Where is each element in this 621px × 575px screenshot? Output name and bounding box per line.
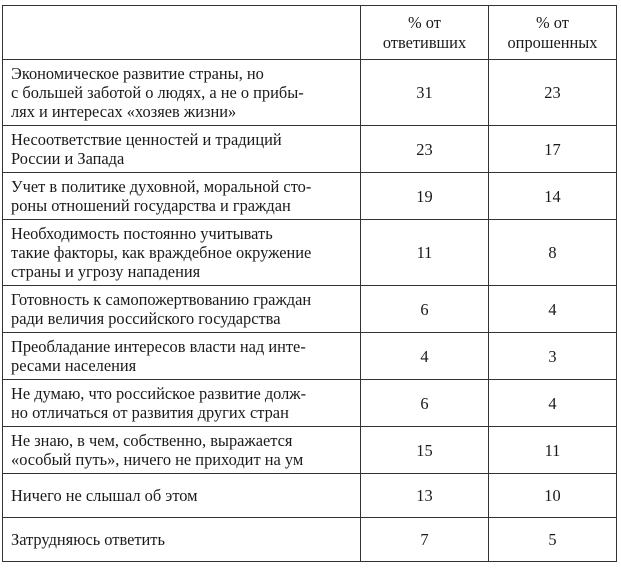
row-label-line: ради величия российского государства bbox=[11, 309, 281, 328]
row-label bbox=[3, 380, 361, 427]
row-label-line: Необходимость постоянно учитывать bbox=[11, 224, 273, 243]
cell-respondents-percent: 23 bbox=[361, 126, 489, 173]
row-label-line: страны и угрозу нападения bbox=[11, 262, 201, 281]
row-label bbox=[3, 286, 361, 333]
row-label-line: такие факторы, как враждебное окружение bbox=[11, 243, 312, 262]
header-polled-line-2: опрошенных bbox=[507, 32, 598, 52]
table-row bbox=[3, 126, 617, 173]
table-row bbox=[3, 333, 617, 380]
cell-respondents-percent: 13 bbox=[361, 474, 489, 518]
cell-polled-percent: 3 bbox=[489, 333, 617, 380]
row-label bbox=[3, 220, 361, 286]
row-label bbox=[3, 518, 361, 562]
row-label-line: но отличаться от развития других стран bbox=[11, 403, 289, 422]
survey-table bbox=[2, 5, 617, 562]
row-label-line: Не знаю, в чем, собственно, выражается bbox=[11, 431, 293, 450]
row-label-line: роны отношений государства и граждан bbox=[11, 196, 291, 215]
cell-polled-percent: 11 bbox=[489, 427, 617, 474]
row-label bbox=[3, 474, 361, 518]
header-respondents-line-1: % от bbox=[408, 12, 441, 32]
row-label-line: Ничего не слышал об этом bbox=[11, 486, 198, 505]
cell-polled-percent: 14 bbox=[489, 173, 617, 220]
row-label-line: Несоответствие ценностей и традиций bbox=[11, 130, 282, 149]
cell-polled-percent: 5 bbox=[489, 518, 617, 562]
cell-respondents-percent: 11 bbox=[361, 220, 489, 286]
cell-polled-percent: 4 bbox=[489, 286, 617, 333]
cell-polled-percent: 10 bbox=[489, 474, 617, 518]
row-label-line: ресами населения bbox=[11, 356, 137, 375]
cell-polled-percent: 8 bbox=[489, 220, 617, 286]
row-label bbox=[3, 173, 361, 220]
row-label-line: Затрудняюсь ответить bbox=[11, 530, 165, 549]
cell-polled-percent: 4 bbox=[489, 380, 617, 427]
cell-respondents-percent: 31 bbox=[361, 60, 489, 126]
table-row bbox=[3, 220, 617, 286]
table-body bbox=[3, 60, 617, 562]
cell-respondents-percent: 19 bbox=[361, 173, 489, 220]
row-label-line: России и Запада bbox=[11, 149, 125, 168]
header-respondents-line-2: ответивших bbox=[382, 32, 467, 52]
cell-respondents-percent: 6 bbox=[361, 380, 489, 427]
header-polled-line-1: % от bbox=[536, 12, 569, 32]
header-empty-cell bbox=[3, 6, 361, 60]
row-label-line: Не думаю, что российское развитие долж- bbox=[11, 384, 307, 403]
cell-respondents-percent: 15 bbox=[361, 427, 489, 474]
header-polled bbox=[489, 6, 617, 60]
table-row bbox=[3, 427, 617, 474]
row-label-line: лях и интересах «хозяев жизни» bbox=[11, 102, 237, 121]
cell-polled-percent: 17 bbox=[489, 126, 617, 173]
row-label-line: Готовность к самопожертвованию граждан bbox=[11, 290, 312, 309]
cell-polled-percent: 23 bbox=[489, 60, 617, 126]
table-row bbox=[3, 60, 617, 126]
row-label-line: с большей заботой о людях, а не о прибы- bbox=[11, 83, 304, 102]
row-label-line: Экономическое развитие страны, но bbox=[11, 64, 264, 83]
table-row bbox=[3, 286, 617, 333]
table-row bbox=[3, 380, 617, 427]
header-respondents bbox=[361, 6, 489, 60]
cell-respondents-percent: 7 bbox=[361, 518, 489, 562]
row-label bbox=[3, 333, 361, 380]
table-header-row bbox=[3, 6, 617, 60]
table-row bbox=[3, 173, 617, 220]
row-label-line: Преобладание интересов власти над инте- bbox=[11, 337, 306, 356]
table-row bbox=[3, 518, 617, 562]
row-label bbox=[3, 60, 361, 126]
row-label bbox=[3, 126, 361, 173]
row-label-line: «особый путь», ничего не приходит на ум bbox=[11, 450, 304, 469]
cell-respondents-percent: 4 bbox=[361, 333, 489, 380]
table-row bbox=[3, 474, 617, 518]
cell-respondents-percent: 6 bbox=[361, 286, 489, 333]
row-label bbox=[3, 427, 361, 474]
row-label-line: Учет в политике духовной, моральной сто- bbox=[11, 177, 312, 196]
